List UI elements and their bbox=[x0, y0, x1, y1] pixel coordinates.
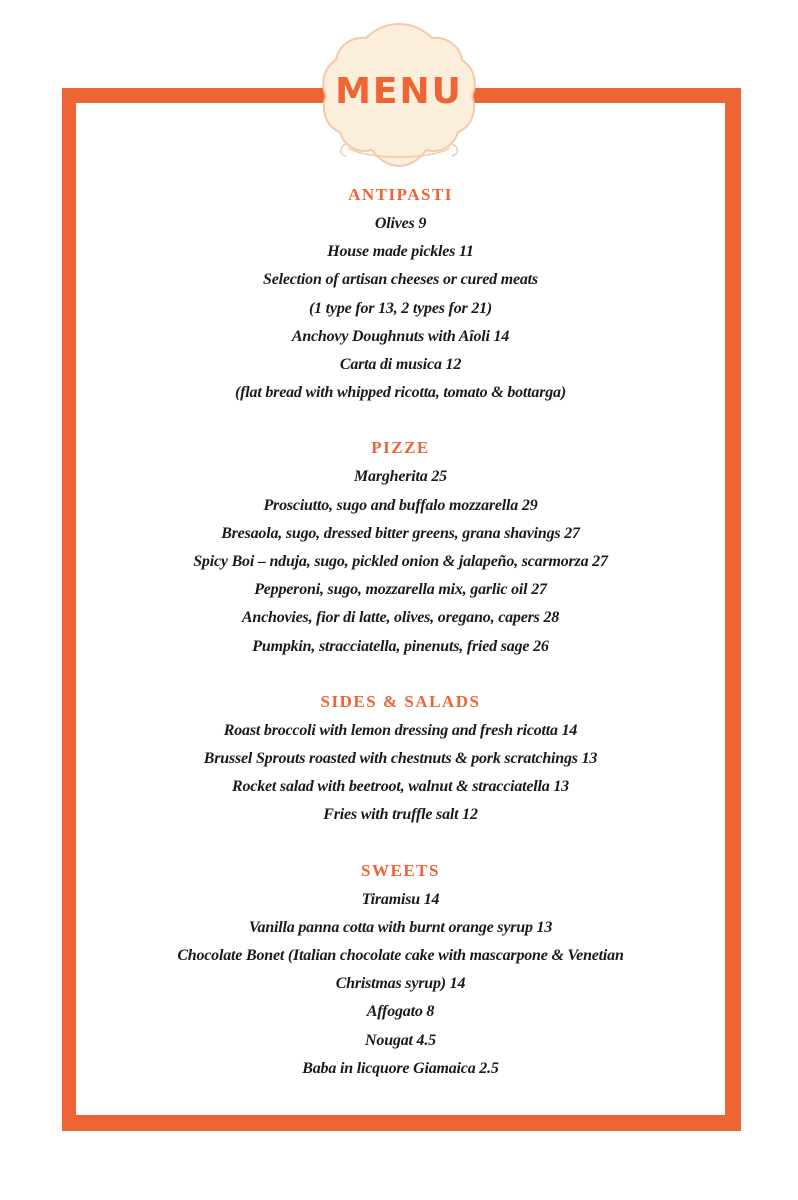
section-heading: SWEETS bbox=[361, 860, 440, 880]
menu-item: Tiramisu 14 bbox=[361, 890, 440, 908]
section-pizze bbox=[76, 433, 725, 660]
section-antipasti bbox=[76, 180, 725, 407]
menu-item: Spicy Boi – nduja, sugo, pickled onion & jalapeño, scarmorza 27 bbox=[193, 553, 608, 571]
menu-item: Affogato 8 bbox=[366, 1003, 435, 1021]
menu-item: Rocket salad with beetroot, walnut & stracciatella 13 bbox=[232, 778, 569, 796]
section-heading: ANTIPASTI bbox=[348, 185, 453, 204]
menu-item: Vanilla panna cotta with burnt orange syrup 13 bbox=[248, 918, 553, 936]
menu-item: Anchovy Doughnuts with Aîoli 14 bbox=[291, 327, 510, 345]
menu-item: Fries with truffle salt 12 bbox=[323, 806, 478, 824]
section-sweets bbox=[76, 856, 725, 1083]
menu-item: Brussel Sprouts roasted with chestnuts & pork scratchings 13 bbox=[203, 750, 598, 768]
menu-item: Pepperoni, sugo, mozzarella mix, garlic oil 27 bbox=[254, 581, 547, 599]
menu-item: (1 type for 13, 2 types for 21) bbox=[308, 299, 493, 317]
menu-item: House made pickles 11 bbox=[327, 243, 474, 261]
menu-item: Christmas syrup) 14 bbox=[335, 975, 466, 993]
section-sides-salads bbox=[76, 687, 725, 830]
menu-item: Carta di musica 12 bbox=[339, 356, 462, 374]
menu-item: Roast broccoli with lemon dressing and fresh ricotta 14 bbox=[223, 721, 578, 739]
menu-item: Anchovies, fior di latte, olives, oregano, capers 28 bbox=[241, 609, 560, 627]
menu-content bbox=[76, 180, 725, 1083]
menu-item: Bresaola, sugo, dressed bitter greens, grana shavings 27 bbox=[221, 524, 580, 542]
menu-item: Chocolate Bonet (Italian chocolate cake with mascarpone & Venetian bbox=[177, 947, 624, 965]
menu-title: MENU bbox=[335, 71, 463, 112]
menu-item: Margherita 25 bbox=[354, 468, 447, 486]
menu-item: Prosciutto, sugo and buffalo mozzarella 29 bbox=[263, 496, 538, 514]
menu-item: (flat bread with whipped ricotta, tomato & bottarga) bbox=[235, 384, 566, 402]
menu-item: Nougat 4.5 bbox=[365, 1031, 436, 1049]
menu-item: Pumpkin, stracciatella, pinenuts, fried sage 26 bbox=[252, 637, 549, 655]
section-heading: SIDES & SALADS bbox=[320, 691, 481, 711]
section-heading: PIZZE bbox=[371, 438, 430, 458]
menu-item: Selection of artisan cheeses or cured meats bbox=[263, 271, 538, 289]
menu-item: Baba in licquore Giamaica 2.5 bbox=[302, 1059, 499, 1077]
menu-item: Olives 9 bbox=[374, 215, 427, 232]
